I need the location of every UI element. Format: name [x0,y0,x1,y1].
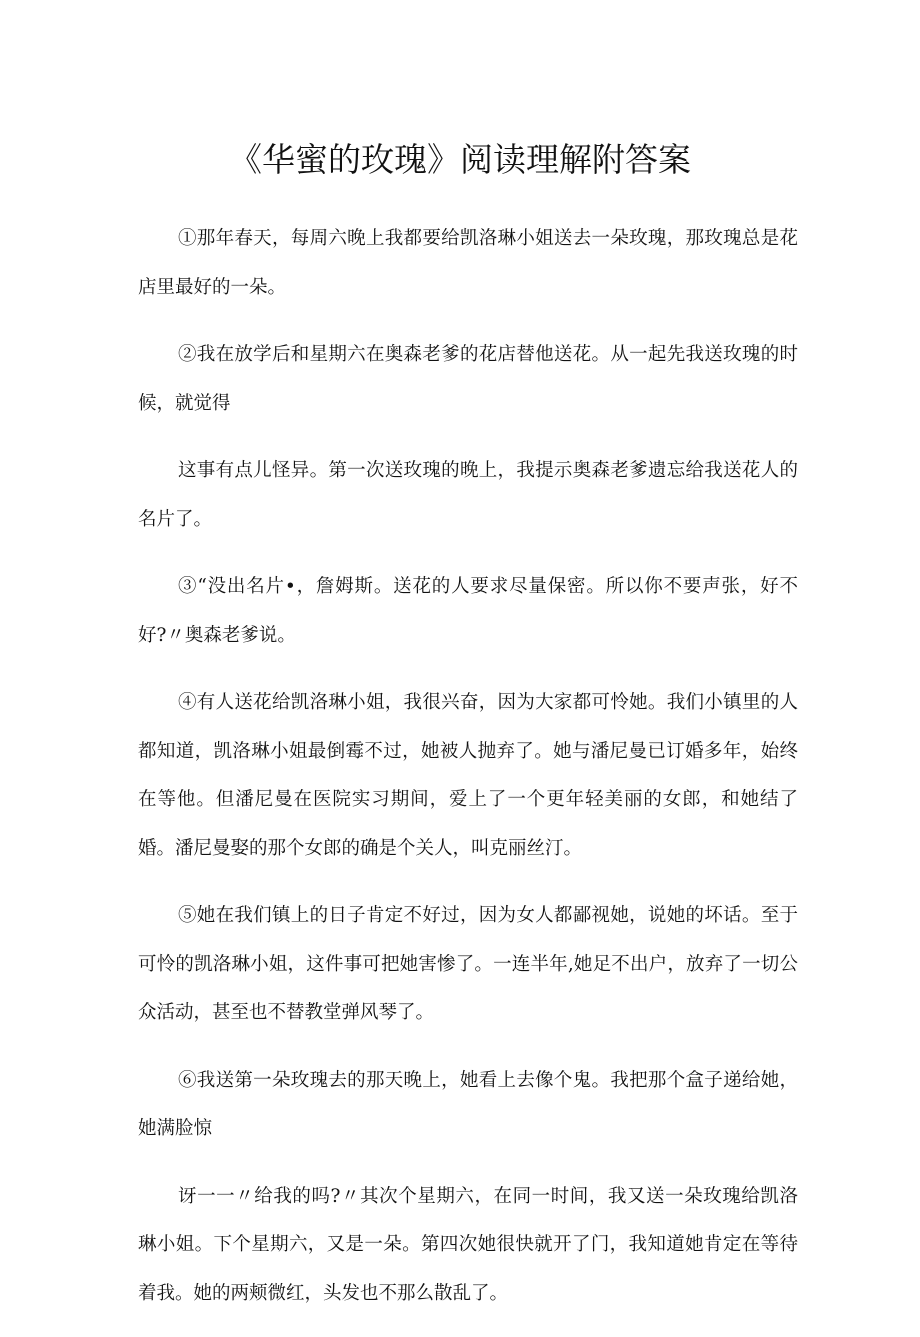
document-title: 《华蜜的玫瑰》阅读理解附答案 [229,140,691,179]
paragraph-4: ③“没出名片•，詹姆斯。送花的人要求尽量保密。所以你不要声张，好不好?〃奥森老爹说。 [138,576,798,646]
paragraph-5: ④有人送花给凯洛琳小姐，我很兴奋，因为大家都可怜她。我们小镇里的人都知道，凯洛琳小姐最倒霉不过，她被人抛弃了。她与潘尼曼已订婚多年，始终在等他。但潘尼曼在医院实习期间，爱上了一个更年轻美丽的女郎，和她结了婚。潘尼曼娶的那个女郎的确是个关人，叫克丽丝汀。 [138,692,798,859]
paragraph-1: ①那年春天，每周六晚上我都要给凯洛琳小姐送去一朵玫瑰，那玫瑰总是花店里最好的一朵。 [138,228,798,298]
paragraph-3: 这事有点儿怪异。第一次送玫瑰的晚上，我提示奥森老爹遗忘给我送花人的名片了。 [138,460,798,530]
paragraph-7: ⑥我送第一朵玫瑰去的那天晚上，她看上去像个鬼。我把那个盒子递给她，她满脸惊 [138,1069,798,1139]
paragraph-6: ⑤她在我们镇上的日子肯定不好过，因为女人都鄙视她，说她的坏话。至于可怜的凯洛琳小姐，这件事可把她害惨了。一连半年,她足不出户，放弃了一切公众活动，甚至也不替教堂弹风琴了。 [138,905,798,1023]
paragraph-2: ②我在放学后和星期六在奥森老爹的花店替他送花。从一起先我送玫瑰的时候，就觉得 [138,344,798,414]
document-body [138,215,798,1337]
paragraph-8: 讶一一〃给我的吗?〃其次个星期六，在同一时间，我又送一朵玫瑰给凯洛琳小姐。下个星期六，又是一朵。第四次她很快就开了门，我知道她肯定在等待着我。她的两颊微红，头发也不那么散乱了。 [138,1185,798,1304]
